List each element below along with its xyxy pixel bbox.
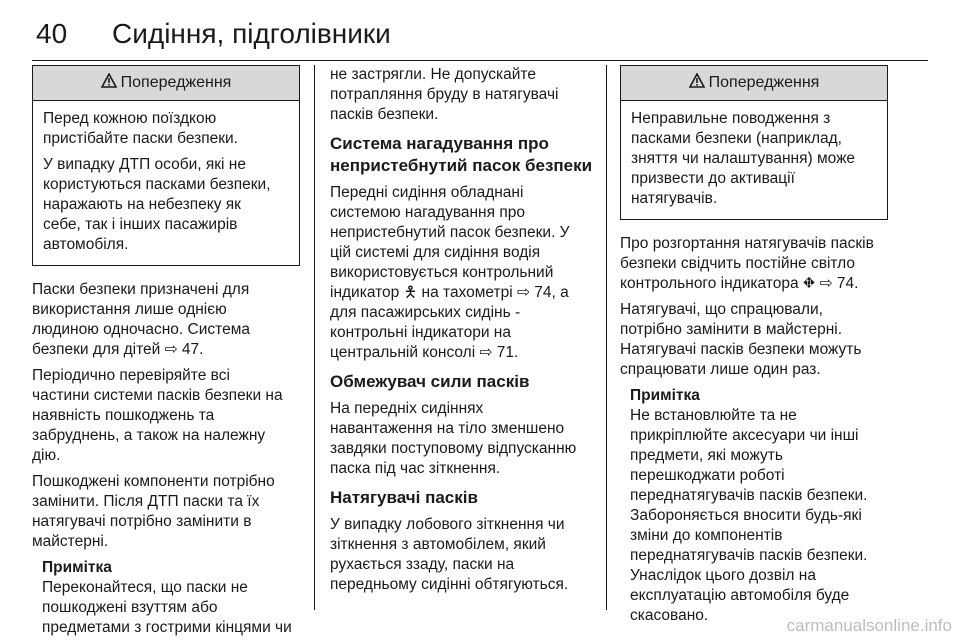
note-block (32, 558, 300, 638)
column-divider (606, 65, 607, 610)
paragraph: Паски безпеки призначені для використання лише однією людиною одночасно. Система безпеки для дітей ⇨ 47. (32, 281, 250, 358)
note-block (620, 386, 888, 626)
paragraph: На передніх сидіннях навантаження на тіло зменшено завдяки поступовому відпусканню паска під час зіткнення. (330, 400, 577, 477)
column-3 (620, 65, 888, 632)
paragraph: Пошкоджені компоненти потрібно замінити. Після ДТП паски та їх натягувачі потрібно замінити в майстерні. (32, 473, 275, 550)
page-number: 40 (36, 18, 68, 49)
paragraph: Передні сидіння обладнані системою нагадування про непристебнутий пасок безпеки. У цій системі для сидіння водія використовується контрольний індикатор 🯅 на тахометрі ⇨ 74, а для пасажирських сидінь - контрольні індикатори на центральній консолі ⇨ 71. (330, 184, 570, 361)
paragraph: У випадку лобового зіткнення чи зіткнення з автомобілем, який рухається ззаду, паски на передньому сидінні обтягуються. (330, 516, 569, 593)
note-text: Не встановлюйте та не прикріплюйте аксесуари чи інші предмети, які можуть перешкоджати роботі переднатягувачів пасків безпеки. Забороняється вносити будь-які зміни до компонентів переднатягувачів пасків безпеки. Унаслідок цього дозвіл на експлуатацію автомобіля буде скасовано. (630, 407, 868, 624)
paragraph: Про розгортання натягувачів пасків безпеки свідчить постійне світло контрольного індикатора ⛖ ⇨ 74. (620, 235, 874, 292)
page-header (0, 0, 960, 60)
section-heading: Натягувачі пасків (330, 488, 478, 507)
warning-box (620, 65, 888, 220)
section-heading: Обмежувач сили пасків (330, 372, 530, 391)
header-divider (32, 60, 928, 61)
paragraph: Натягувачі, що спрацювали, потрібно замінити в майстерні. Натягувачі пасків безпеки можуть спрацювати лише один раз. (620, 301, 862, 378)
column-2 (330, 65, 598, 601)
warning-box (32, 65, 300, 266)
watermark: carmanualsonline.info (786, 616, 952, 635)
warning-text: Неправильне поводження з пасками безпеки (наприклад, зняття чи налаштування) може призвести до активації натягувачів. (631, 110, 856, 207)
warning-title: Попередження (708, 74, 820, 91)
column-1 (32, 65, 300, 644)
note-title: Примітка (42, 559, 112, 576)
warning-triangle-icon (689, 73, 705, 94)
warning-header (621, 66, 887, 101)
note-title: Примітка (630, 387, 700, 404)
section-heading: Система нагадування про непристебнутий пасок безпеки (330, 134, 593, 175)
warning-title: Попередження (120, 74, 232, 91)
note-text: Переконайтеся, що паски не пошкоджені взуттям або предметами з гострими кінцями чи (42, 579, 292, 636)
paragraph: не застрягли. Не допускайте потрапляння бруду в натягувачі пасків безпеки. (330, 66, 559, 123)
warning-text: Перед кожною поїздкою пристібайте паски безпеки. (43, 110, 238, 147)
column-divider (314, 65, 315, 610)
warning-header (33, 66, 299, 101)
warning-triangle-icon (101, 73, 117, 94)
warning-text: У випадку ДТП особи, які не користуються пасками безпеки, наражають на небезпеку як себе, так і інших пасажирів автомобіля. (43, 156, 271, 253)
page-title: Сидіння, підголівники (112, 18, 391, 49)
paragraph: Періодично перевіряйте всі частини системи пасків безпеки на наявність пошкоджень та забруднень, а також на належну дію. (32, 367, 283, 464)
